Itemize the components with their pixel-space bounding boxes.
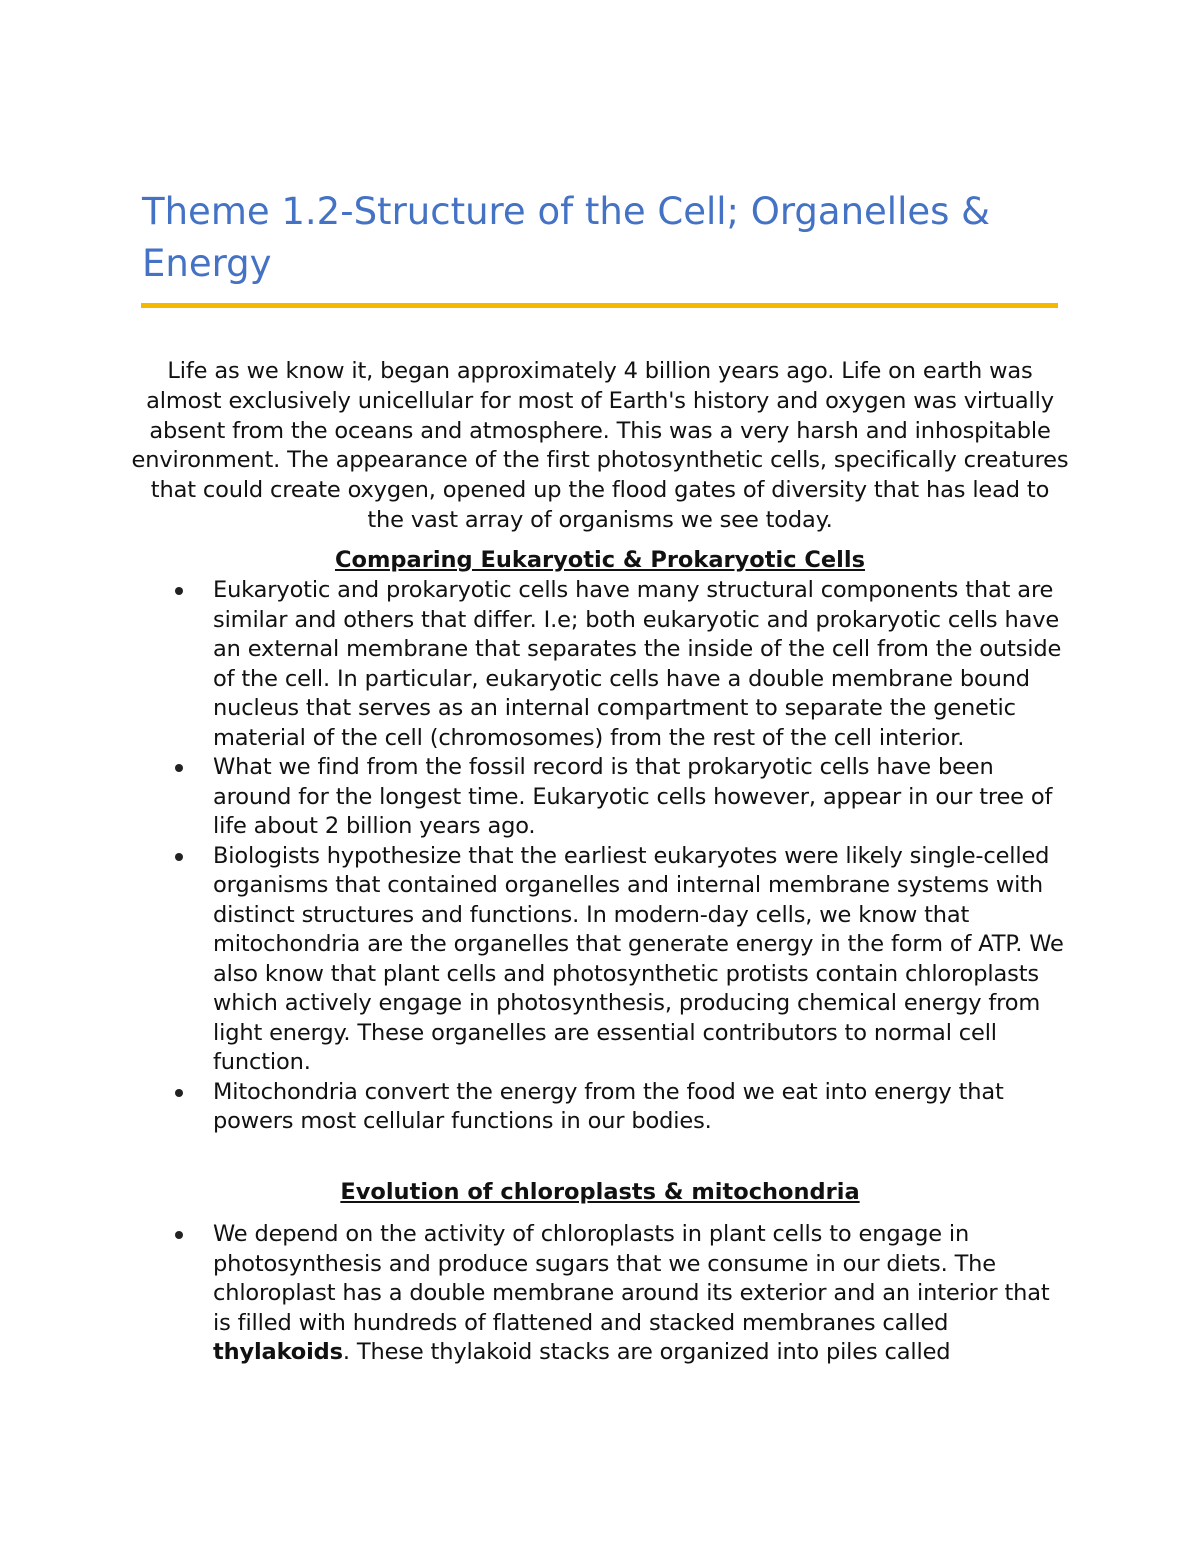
- bullet-icon: [175, 853, 183, 861]
- section-heading-evolution: Evolution of chloroplasts & mitochondria: [340, 1179, 860, 1205]
- title-underline-rule: [141, 303, 1058, 308]
- list-item: [213, 1220, 1070, 1368]
- list-item: [213, 842, 1070, 1078]
- list-item: [213, 753, 1070, 842]
- bold-term-thylakoids: thylakoids: [213, 1339, 343, 1365]
- list-item-text-continued: . These thylakoid stacks are organized into piles called: [342, 1339, 951, 1365]
- list-item-text: Mitochondria convert the energy from the food we eat into energy that powers most cellular functions in our bodies.: [213, 1078, 1004, 1134]
- evolution-list: [0, 1220, 1070, 1368]
- list-item-text: Biologists hypothesize that the earliest eukaryotes were likely single-celled organisms that contained organelles and internal membrane systems with distinct structures and functions. In modern-day cells, we know that mitochondria are the organelles that generate energy in the form of ATP. We also know that plant cells and photosynthetic protists contain chloroplasts which actively engage in photosynthesis, producing chemical energy from light energy. These organelles are essential contributors to normal cell function.: [213, 842, 1064, 1075]
- intro-paragraph: Life as we know it, began approximately 4 billion years ago. Life on earth was almost exclusively unicellular for most of Earth's history and oxygen was virtually absent from the oceans and atmosphere. This was a very harsh and inhospitable environment. The appearance of the first photosynthetic cells, specifically creatures that could create oxygen, opened up the flood gates of diversity that has lead to the vast array of organisms we see today.: [131, 358, 1069, 533]
- bullet-icon: [175, 1231, 183, 1239]
- bullet-icon: [175, 1089, 183, 1097]
- list-item-text: Eukaryotic and prokaryotic cells have many structural components that are similar and others that differ. I.e; both eukaryotic and prokaryotic cells have an external membrane that separates the inside of the cell from the outside of the cell. In particular, eukaryotic cells have a double membrane bound nucleus that serves as an internal compartment to separate the genetic material of the cell (chromosomes) from the rest of the cell interior.: [213, 577, 1062, 751]
- bullet-icon: [175, 764, 183, 772]
- list-item-text: We depend on the activity of chloroplasts in plant cells to engage in photosynthesis and produce sugars that we consume in our diets. The chloroplast has a double membrane around its exterior and an interior that is filled with hundreds of flattened and stacked membranes called: [213, 1221, 1050, 1336]
- comparing-cells-list: [0, 576, 1070, 1137]
- bullet-icon: [175, 587, 183, 595]
- list-item-text: What we find from the fossil record is that prokaryotic cells have been around for the longest time. Eukaryotic cells however, appear in our tree of life about 2 billion years ago.: [213, 754, 1053, 839]
- list-item: [213, 576, 1070, 753]
- list-item: [213, 1078, 1070, 1137]
- section-heading-comparing-cells: Comparing Eukaryotic & Prokaryotic Cells: [335, 547, 865, 573]
- document-title: Theme 1.2-Structure of the Cell; Organelles & Energy: [142, 190, 991, 285]
